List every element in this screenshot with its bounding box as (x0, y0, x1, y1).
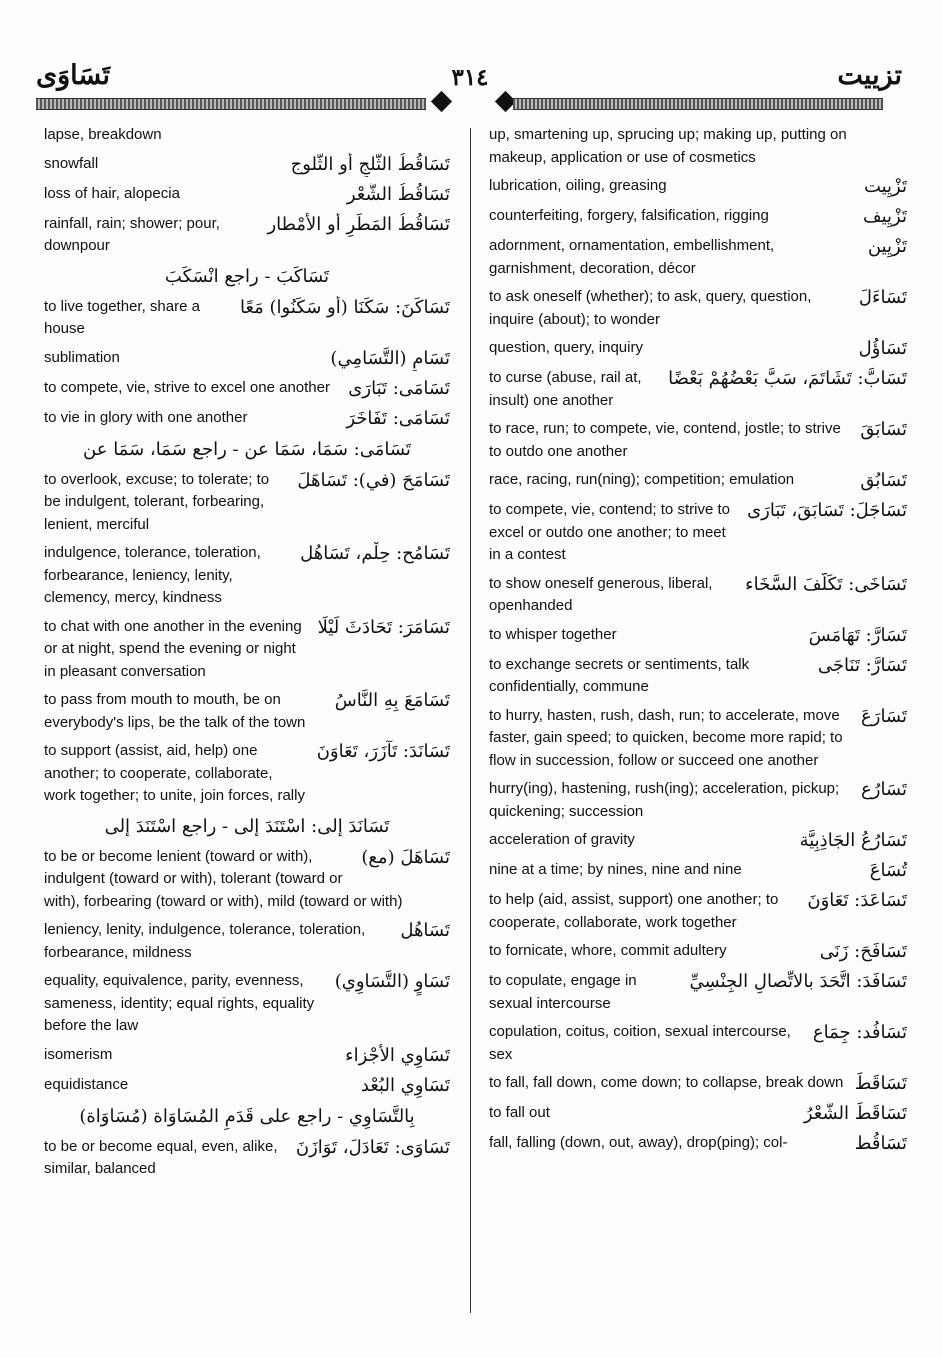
english-definition: to compete, vie, strive to excel one another (44, 378, 330, 396)
arabic-headword: تَسَابَقَ (860, 419, 907, 440)
dictionary-entry (489, 175, 907, 199)
arabic-headword: تَسَاقَطَ (854, 1073, 907, 1094)
english-definition: to compete, vie, contend; to strive to excel or outdo one another; to meet in a contest (489, 501, 730, 563)
dictionary-entry (44, 919, 450, 964)
arabic-headword: تَسَامَى: تَبَارَى (348, 377, 450, 399)
english-definition: to be or become lenient (toward or with), indulgent (toward or with), tolerant (toward or with), forbearing (toward or with), mild (toward or with) (44, 847, 403, 910)
arabic-headword: تَسَامَى: تَفَاخَرَ (346, 407, 450, 429)
english-definition: to exchange secrets or sentiments, talk confidentially, commune (489, 655, 750, 695)
dictionary-entry (44, 846, 450, 914)
arabic-headword: تَسَاوِي البُعْد (360, 1074, 450, 1096)
dictionary-entry (489, 778, 907, 823)
english-definition: to copulate, engage in sexual intercourse (489, 972, 637, 1012)
english-definition: to whisper together (489, 625, 617, 643)
arabic-headword: تَسَاهَلَ (مع) (361, 846, 450, 868)
english-definition: to fall, fall down, come down; to collapse, break down (489, 1074, 844, 1091)
arabic-headword: تَزْيِين (867, 236, 907, 257)
arabic-headword: تَسَارَعَ (861, 705, 907, 727)
english-definition: to overlook, excuse; to tolerate; to be indulgent, tolerant, forbearing, lenient, merciful (44, 470, 270, 533)
dictionary-entry (489, 705, 907, 773)
english-definition: rainfall, rain; shower; pour, downpour (44, 214, 220, 254)
dictionary-entry (489, 624, 907, 648)
arabic-headword: تَسَاقُطُ المَطَرِ أو الأَمْطار (267, 213, 450, 235)
dictionary-entry (44, 264, 450, 290)
english-definition: lapse, breakdown (44, 126, 162, 143)
dictionary-entry (44, 542, 450, 610)
dictionary-entry (44, 347, 450, 371)
english-definition: to curse (abuse, rail at, insult) one another (489, 369, 642, 409)
arabic-headword: تَسَاوِي الأَجْزاء (345, 1044, 450, 1066)
dictionary-entry (489, 469, 907, 493)
dictionary-entry (44, 970, 450, 1038)
dictionary-entry (44, 213, 450, 258)
english-definition: to help (aid, assist, support) one another; to cooperate, collaborate, work together (489, 891, 779, 931)
dictionary-entry (489, 889, 907, 934)
right-column (489, 124, 907, 1162)
arabic-headword: تَزْيِيت (863, 176, 907, 197)
dictionary-entry (489, 1072, 907, 1096)
dictionary-entry (44, 153, 450, 177)
arabic-headword: تَسَابُق (860, 470, 907, 491)
dictionary-entry (489, 654, 907, 699)
dictionary-entry (489, 286, 907, 331)
english-definition: lubrication, oiling, greasing (489, 177, 667, 194)
dictionary-entry (489, 499, 907, 567)
english-definition: to ask oneself (whether); to ask, query, question, inquire (about); to wonder (489, 288, 812, 328)
arabic-headword: تَسَاكَبَ - راجع انْسَكَبَ (164, 265, 330, 287)
english-definition: to pass from mouth to mouth, be on everybody's lips, be the talk of the town (44, 691, 306, 731)
dictionary-entry (44, 616, 450, 684)
english-definition: to live together, share a house (44, 297, 200, 337)
english-definition: to fornicate, whore, commit adultery (489, 942, 727, 959)
dictionary-entry (44, 296, 450, 341)
arabic-headword: تَسَامَرَ: تَحَادَثَ لَيْلًا (317, 616, 450, 638)
arabic-headword: تَسَاؤُل (858, 338, 907, 359)
english-definition: equidistance (44, 1075, 129, 1093)
arabic-headword: تَسَانَدَ إلى: اسْتَنَدَ إلى - راجع اسْتَنَدَ إلى (104, 815, 390, 837)
diamond-ornament-left (431, 91, 452, 112)
dictionary-entry (44, 1136, 450, 1181)
dictionary-entry (489, 1021, 907, 1066)
arabic-headword: تَسَاخَى: تَكَلَّفَ السَّخَاء (745, 573, 907, 595)
dictionary-entry (44, 1104, 450, 1130)
dictionary-entry (44, 377, 450, 401)
arabic-headword: تَسَافَدَ: اتَّحَدَ بالاتِّصالِ الجِنْسِيِّ (689, 971, 907, 992)
dictionary-entry (44, 1044, 450, 1068)
header-rule-left (36, 98, 426, 110)
english-definition: fall, falling (down, out, away), drop(ping); col- (489, 1134, 788, 1151)
arabic-headword: تَسَامٍ (التَّسَامِي) (330, 347, 450, 369)
arabic-headword: تَسَافُد: جِمَاع (812, 1022, 907, 1043)
arabic-headword: تَسَامَحَ (في): تَسَاهَلَ (297, 469, 450, 491)
header-rule-right (513, 98, 883, 110)
arabic-headword: تَسَاقُطُ الشَّعْر (346, 183, 450, 205)
dictionary-entry (489, 940, 907, 964)
arabic-headword: تَسَارَّ: تَنَاجَى (817, 654, 907, 676)
english-definition: to chat with one another in the evening or at night, spend the evening or night in pleasant conversation (44, 617, 302, 680)
english-definition: to be or become equal, even, alike, similar, balanced (44, 1137, 278, 1177)
dictionary-entry (489, 1102, 907, 1126)
dictionary-entry (44, 437, 450, 463)
english-definition: leniency, lenity, indulgence, tolerance, toleration, forbearance, mildness (44, 921, 366, 961)
english-definition: sublimation (44, 348, 120, 366)
dictionary-entry (489, 1132, 907, 1156)
arabic-headword: تَسَابَّ: تَشَاتَمَ، سَبَّ بَعْضُهُمْ بَعْضًا (668, 368, 907, 389)
dictionary-entry (489, 235, 907, 280)
arabic-headword: تَسَانَدَ: تَآزَرَ، تَعَاوَنَ (316, 741, 450, 762)
arabic-headword: تَسَارَّ: تَهَامَسَ (808, 624, 907, 646)
english-definition: to show oneself generous, liberal, openhanded (489, 574, 713, 614)
arabic-headword: تَسَاقَطَ الشَّعْرُ (803, 1103, 907, 1124)
dictionary-entry (489, 124, 907, 169)
dictionary-entry (489, 418, 907, 463)
english-definition: counterfeiting, forgery, falsification, rigging (489, 207, 769, 224)
arabic-headword: تَسَامُح: حِلْم، تَسَاهُل (300, 543, 450, 564)
dictionary-entry (44, 814, 450, 840)
dictionary-entry (489, 337, 907, 361)
english-definition: isomerism (44, 1045, 113, 1063)
english-definition: nine at a time; by nines, nine and nine (489, 861, 742, 878)
dictionary-entry (44, 124, 450, 147)
dictionary-entry (489, 970, 907, 1015)
arabic-headword: تَسَاكَنَ: سَكَنَا (أو سَكَنُوا) مَعًا (239, 296, 450, 318)
english-definition: to vie in glory with one another (44, 408, 248, 426)
english-definition: to race, run; to compete, vie, contend, jostle; to strive to outdo one another (489, 420, 841, 460)
dictionary-entry (44, 1074, 450, 1098)
english-definition: indulgence, tolerance, toleration, forbearance, leniency, lenity, clemency, mercy, kindness (44, 544, 261, 606)
arabic-headword: تَسَاعَدَ: تَعَاوَنَ (807, 890, 907, 911)
english-definition: acceleration of gravity (489, 831, 635, 848)
dictionary-entry (44, 689, 450, 734)
arabic-headword: تَسَاقُط (854, 1133, 907, 1154)
english-definition: snowfall (44, 154, 99, 172)
english-definition: adornment, ornamentation, embellishment, garnishment, decoration, décor (489, 237, 775, 277)
headword-right: تزييت (837, 60, 902, 91)
dictionary-entry (489, 573, 907, 618)
arabic-headword: تَسَارُعُ الجَاذِبِيَّة (799, 830, 907, 851)
dictionary-entry (489, 367, 907, 412)
arabic-headword: بِالتَّسَاوِي - راجع على قَدَمِ المُسَاوَاة (مُسَاوَاة) (79, 1105, 415, 1127)
english-definition: copulation, coitus, coition, sexual intercourse, sex (489, 1023, 791, 1063)
english-definition: loss of hair, alopecia (44, 184, 180, 202)
dictionary-entry (489, 829, 907, 853)
arabic-headword: تَسَارُع (861, 779, 907, 800)
arabic-headword: تَسَاجَلَ: تَسَابَقَ، تَبَارَى (747, 500, 907, 521)
arabic-headword: تَسَافَحَ: زَنَى (819, 941, 907, 962)
english-definition: to support (assist, aid, help) one another; to cooperate, collaborate, work together; to unite, join forces, rally (44, 742, 305, 804)
dictionary-entry (44, 407, 450, 431)
english-definition: to fall out (489, 1104, 550, 1121)
arabic-headword: تَسَاءَلَ (858, 287, 907, 308)
arabic-headword: تَسَامَعَ بِهِ النَّاسُ (334, 690, 450, 711)
english-definition: race, racing, run(ning); competition; emulation (489, 471, 795, 488)
arabic-headword: تَسَاوَى: تَعَادَلَ، تَوَازَنَ (295, 1136, 450, 1158)
arabic-headword: تَسَاوٍ (التَّسَاوِي) (334, 971, 450, 992)
english-definition: to hurry, hasten, rush, dash, run; to accelerate, move faster, gain speed; to quicken, become more rapid; to flow in succession, follow or succeed one another (489, 706, 843, 769)
dictionary-entry (489, 205, 907, 229)
arabic-headword: تَزْيِيف (862, 206, 907, 227)
dictionary-entry (489, 859, 907, 883)
dictionary-entry (44, 740, 450, 808)
dictionary-entry (44, 469, 450, 537)
headword-left: تَسَاوَى (36, 60, 110, 91)
arabic-headword: تُسَاعَ (869, 860, 907, 881)
page-number: ٣١٤ (451, 64, 489, 91)
dictionary-entry (44, 183, 450, 207)
arabic-headword: تَسَاهُل (400, 920, 450, 941)
arabic-headword: تَسَامَى: سَمَا، سَمَا عن - راجع سَمَا، سَمَا عن (83, 438, 411, 460)
english-definition: hurry(ing), hastening, rush(ing); acceleration, pickup; quickening; succession (489, 780, 840, 820)
arabic-headword: تَسَاقُطُ الثَّلجِ أو الثُّلوج (290, 153, 450, 175)
column-divider (470, 128, 471, 1313)
english-definition: equality, equivalence, parity, evenness, sameness, identity; equal rights, equality before the law (44, 972, 315, 1034)
left-column (44, 124, 450, 1187)
english-definition: up, smartening up, sprucing up; making up, putting on makeup, application or use of cosmetics (489, 126, 847, 166)
english-definition: question, query, inquiry (489, 339, 643, 356)
page-header (0, 0, 942, 120)
